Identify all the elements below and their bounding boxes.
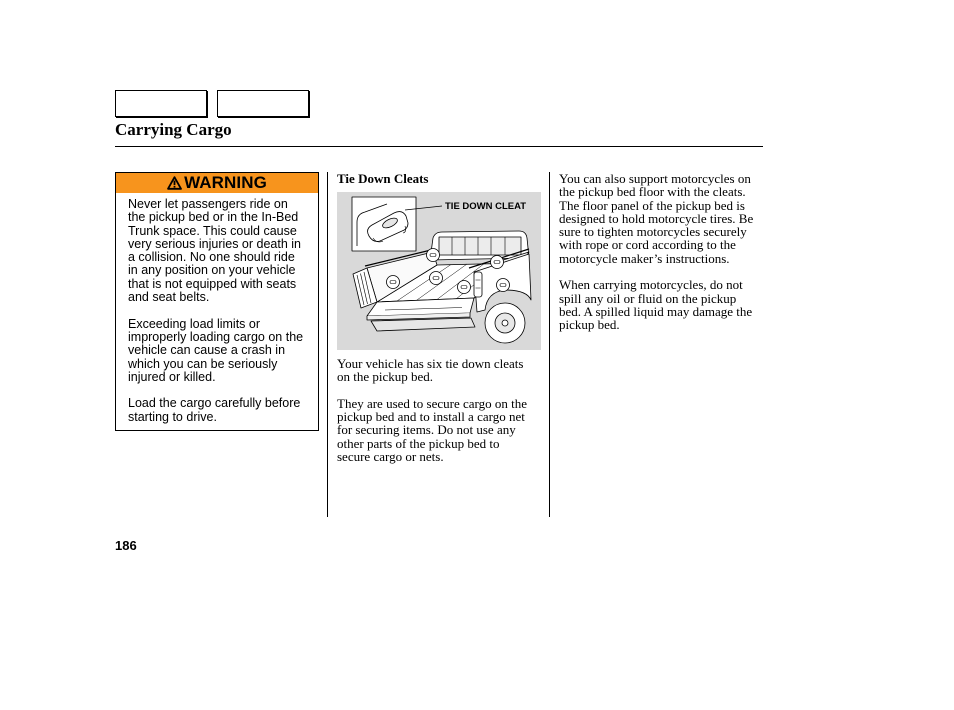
warning-triangle-icon [167, 176, 182, 190]
motorcycle-text [559, 172, 765, 332]
page-number: 186 [115, 538, 137, 553]
tie-down-cleat-figure [337, 192, 541, 350]
figure-label: TIE DOWN CLEAT [445, 201, 527, 212]
section-heading: Tie Down Cleats [337, 171, 429, 186]
rear-bumper [371, 318, 475, 331]
body-paragraph: They are used to secure cargo on the pickup bed and to install a cargo net for securing items. Do not use any other parts of the pickup bed to secure cargo or nets. [337, 395, 527, 465]
rear-wheel [485, 303, 525, 343]
warning-header [116, 173, 318, 193]
cleat-marker [427, 249, 440, 262]
cleat-marker [458, 281, 471, 294]
nav-button-1[interactable] [115, 90, 207, 117]
tie-down-text [337, 357, 543, 463]
taillight [474, 272, 482, 297]
title-divider [115, 146, 763, 147]
column-divider [327, 172, 328, 517]
cleat-marker [491, 256, 504, 269]
body-paragraph: Your vehicle has six tie down cleats on the pickup bed. [337, 356, 524, 385]
warning-paragraph: Load the cargo carefully before starting to drive. [128, 396, 301, 424]
page-title: Carrying Cargo [115, 120, 232, 139]
body-paragraph: You can also support motorcycles on the pickup bed floor with the cleats. The floor panel of the pickup bed is designed to hold motorcycle tires. Be sure to tighten motorcycles securely with rope or cord according to the motorcycle maker’s instructions. [559, 171, 754, 266]
nav-button-2[interactable] [217, 90, 309, 117]
cleat-closeup-inset [352, 197, 416, 251]
truck-cab [430, 231, 529, 260]
warning-paragraph: Never let passengers ride on the pickup bed or in the In-Bed Trunk space. This could cause very serious injuries or death in a collision. No one should ride in any position on your vehicle that is not equipped with seats and seat belts. [128, 197, 301, 305]
column-divider [549, 172, 550, 517]
cleat-marker [387, 276, 400, 289]
warning-box [115, 172, 319, 431]
cleat-marker [497, 279, 510, 292]
warning-paragraph: Exceeding load limits or improperly loading cargo on the vehicle can cause a crash in which you can be seriously injured or killed. [128, 316, 304, 384]
body-paragraph: When carrying motorcycles, do not spill any oil or fluid on the pickup bed. A spilled liquid may damage the pickup bed. [559, 277, 753, 333]
pickup-bed-illustration [337, 192, 541, 350]
cleat-marker [430, 272, 443, 285]
warning-body [116, 193, 318, 424]
warning-label: WARNING [184, 173, 267, 192]
